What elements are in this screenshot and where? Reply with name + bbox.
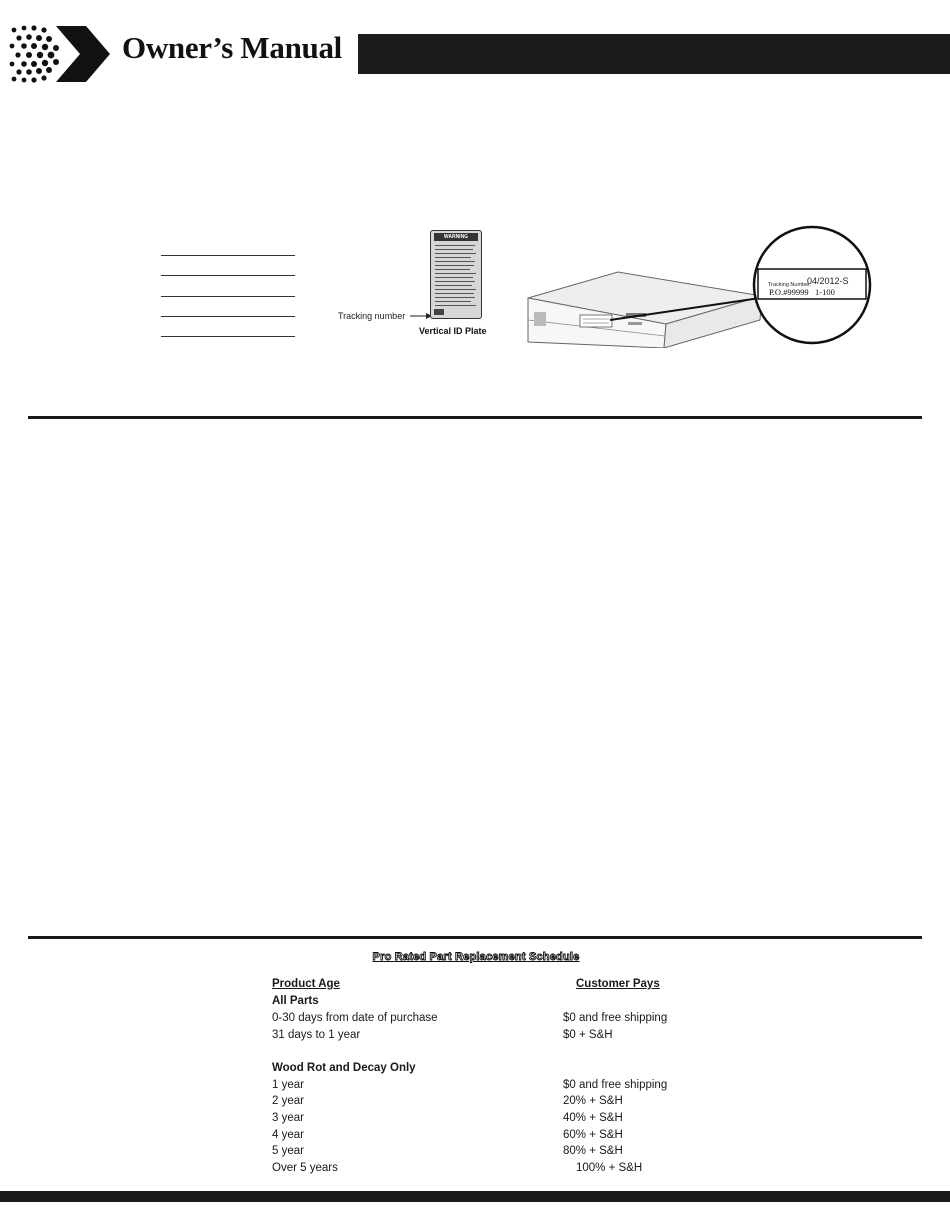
plate-text-line bbox=[435, 261, 475, 262]
plate-text-line bbox=[435, 297, 475, 298]
footer-bar bbox=[0, 1191, 950, 1202]
product-age-header: Product Age bbox=[272, 978, 340, 990]
vertical-id-plate-caption: Vertical ID Plate bbox=[419, 326, 487, 336]
schedule-row-age: 2 year bbox=[272, 1095, 304, 1107]
magnifier-tracking-caption: Tracking Number: bbox=[768, 282, 812, 288]
schedule-row-age: 3 year bbox=[272, 1112, 304, 1124]
tracking-number-label: Tracking number bbox=[338, 311, 406, 321]
plate-text-line bbox=[435, 285, 472, 286]
schedule-row-age: 0-30 days from date of purchase bbox=[272, 1012, 438, 1024]
section-heading-wood-rot: Wood Rot and Decay Only bbox=[272, 1062, 416, 1074]
blank-line bbox=[161, 255, 295, 256]
schedule-row-pays: 40% + S&H bbox=[563, 1112, 623, 1124]
schedule-row-pays: $0 and free shipping bbox=[563, 1012, 668, 1024]
plate-text-line bbox=[435, 277, 473, 278]
arrow-right-icon bbox=[410, 310, 432, 322]
magnifier-tracking-value: 04/2012-S bbox=[807, 276, 849, 286]
schedule-row-age: 5 year bbox=[272, 1145, 304, 1157]
plate-text-line bbox=[435, 281, 475, 282]
blank-line bbox=[161, 316, 295, 317]
schedule-row-age: Over 5 years bbox=[272, 1162, 338, 1174]
header-bar bbox=[358, 34, 950, 74]
schedule-row-pays: 20% + S&H bbox=[563, 1095, 623, 1107]
magnified-label-illustration bbox=[752, 225, 872, 345]
plate-text-line bbox=[435, 289, 476, 290]
plate-text-line bbox=[435, 245, 475, 246]
plate-text-line bbox=[435, 273, 476, 274]
shipping-box-illustration bbox=[526, 270, 764, 348]
schedule-row-pays: 100% + S&H bbox=[576, 1162, 643, 1174]
plate-text-line bbox=[435, 305, 476, 306]
schedule-row-pays: 80% + S&H bbox=[563, 1145, 623, 1157]
vertical-id-plate bbox=[430, 230, 482, 319]
schedule-row-pays: $0 + S&H bbox=[563, 1029, 613, 1041]
page-title: Owner’s Manual bbox=[122, 30, 342, 65]
plate-text-line bbox=[435, 249, 473, 250]
schedule-row-age: 1 year bbox=[272, 1079, 304, 1091]
plate-text-line bbox=[435, 257, 471, 258]
customer-pays-header: Customer Pays bbox=[576, 978, 660, 990]
plate-text-line bbox=[435, 253, 476, 254]
plate-barcode bbox=[434, 309, 444, 315]
schedule-row-pays: 60% + S&H bbox=[563, 1129, 623, 1141]
section-divider bbox=[28, 936, 922, 939]
section-heading-all-parts: All Parts bbox=[272, 995, 319, 1007]
magnifier-po-line: P.O.#99999 1-100 bbox=[769, 287, 835, 297]
blank-line bbox=[161, 275, 295, 276]
schedule-title: Pro Rated Part Replacement Schedule bbox=[372, 951, 580, 963]
plate-warning-heading: WARNING bbox=[434, 233, 478, 241]
schedule-row-age: 31 days to 1 year bbox=[272, 1029, 361, 1041]
schedule-row-age: 4 year bbox=[272, 1129, 304, 1141]
blank-line bbox=[161, 336, 295, 337]
blank-line bbox=[161, 296, 295, 297]
schedule-row-pays: $0 and free shipping bbox=[563, 1079, 668, 1091]
section-divider bbox=[28, 416, 922, 419]
plate-text-line bbox=[435, 265, 474, 266]
plate-text-line bbox=[435, 269, 470, 270]
logo-arrow-icon bbox=[4, 24, 112, 84]
plate-text-line bbox=[435, 301, 471, 302]
plate-text-line bbox=[435, 293, 474, 294]
